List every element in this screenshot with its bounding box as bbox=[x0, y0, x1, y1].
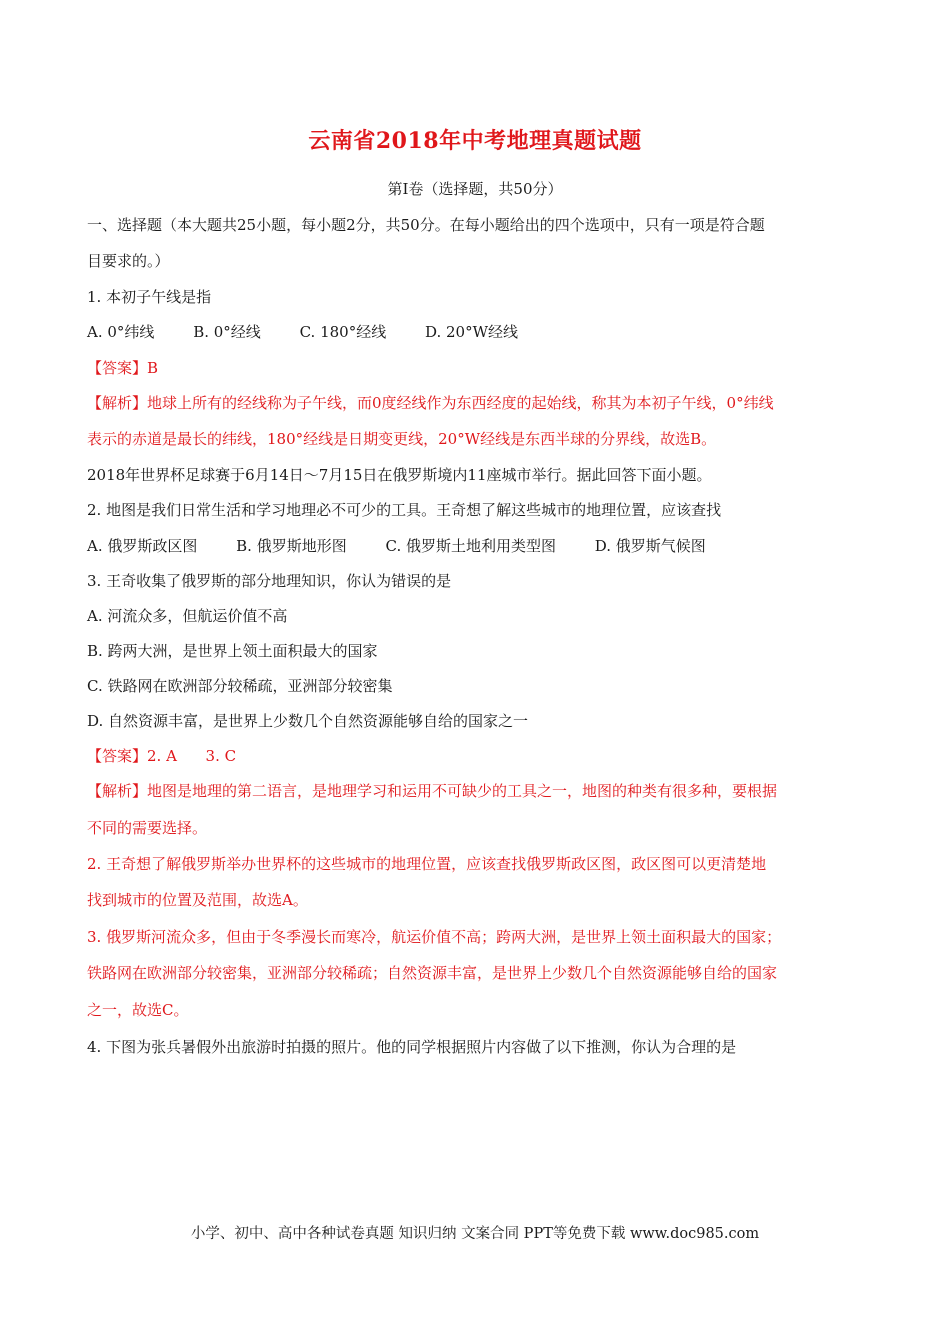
analysis-2-3-line4: 找到城市的位置及范围，故选A。 bbox=[87, 891, 308, 909]
question-1-option-a: A. 0°纬线 bbox=[87, 323, 155, 341]
question-2-options bbox=[87, 535, 877, 557]
analysis-2-3-line2: 不同的需要选择。 bbox=[87, 819, 208, 837]
question-1-analysis-line2: 表示的赤道是最长的纬线，180°经线是日期变更线，20°W经线是东西半球的分界线，故选B。 bbox=[87, 430, 717, 448]
document-title: 云南省2018年中考地理真题试题 bbox=[308, 128, 642, 154]
question-2-option-d: D. 俄罗斯气候图 bbox=[594, 537, 706, 555]
answers-2-3: 【答案】2. A 3. C bbox=[87, 747, 237, 765]
question-2-option-b: B. 俄罗斯地形图 bbox=[236, 537, 347, 555]
question-1-options bbox=[87, 321, 877, 343]
analysis-2-3-line6: 铁路网在欧洲部分较密集，亚洲部分较稀疏；自然资源丰富，是世界上少数几个自然资源能够自给的国家 bbox=[87, 964, 778, 982]
analysis-2-3-line3: 2. 王奇想了解俄罗斯举办世界杯的这些城市的地理位置，应该查找俄罗斯政区图，政区图可以更清楚地 bbox=[87, 855, 767, 873]
question-3-option-c: C. 铁路网在欧洲部分较稀疏，亚洲部分较密集 bbox=[87, 677, 393, 695]
question-3-option-a: A. 河流众多，但航运价值不高 bbox=[87, 607, 288, 625]
question-1-option-b: B. 0°经线 bbox=[193, 323, 261, 341]
question-3-option-d: D. 自然资源丰富，是世界上少数几个自然资源能够自给的国家之一 bbox=[87, 712, 529, 730]
question-1-option-c: C. 180°经线 bbox=[299, 323, 387, 341]
question-1-answer: 【答案】B bbox=[87, 359, 159, 377]
analysis-2-3-line1: 【解析】地图是地理的第二语言，是地理学习和运用不可缺少的工具之一，地图的种类有很多种，要根据 bbox=[87, 782, 778, 800]
question-2-stem: 2. 地图是我们日常生活和学习地理必不可少的工具。王奇想了解这些城市的地理位置，应该查找 bbox=[87, 501, 722, 519]
page-footer: 小学、初中、高中各种试卷真题 知识归纳 文案合同 PPT等免费下载 www.doc985.com bbox=[190, 1226, 760, 1242]
question-3-stem: 3. 王奇收集了俄罗斯的部分地理知识，你认为错误的是 bbox=[87, 572, 452, 590]
question-2-option-a: A. 俄罗斯政区图 bbox=[87, 537, 198, 555]
question-3-option-b: B. 跨两大洲，是世界上领土面积最大的国家 bbox=[87, 642, 378, 660]
question-1-option-d: D. 20°W经线 bbox=[424, 323, 519, 341]
context-paragraph: 2018年世界杯足球赛于6月14日～7月15日在俄罗斯境内11座城市举行。据此回答下面小题。 bbox=[87, 466, 712, 484]
question-4-stem: 4. 下图为张兵暑假外出旅游时拍摄的照片。他的同学根据照片内容做了以下推测，你认为合理的是 bbox=[87, 1038, 737, 1056]
section-intro-line1: 一、选择题（本大题共25小题，每小题2分，共50分。在每小题给出的四个选项中，只有一项是符合题 bbox=[87, 216, 765, 234]
analysis-2-3-line5: 3. 俄罗斯河流众多，但由于冬季漫长而寒冷，航运价值不高；跨两大洲，是世界上领土面积最大的国家； bbox=[87, 928, 782, 946]
question-2-option-c: C. 俄罗斯土地利用类型图 bbox=[385, 537, 556, 555]
question-1-analysis-line1: 【解析】地球上所有的经线称为子午线，而0度经线作为东西经度的起始线，称其为本初子午线，0°纬线 bbox=[87, 394, 774, 412]
section-subtitle: 第Ⅰ卷（选择题，共50分） bbox=[387, 180, 563, 198]
question-1-stem: 1. 本初子午线是指 bbox=[87, 288, 212, 306]
analysis-2-3-line7: 之一，故选C。 bbox=[87, 1001, 189, 1019]
section-intro-line2: 目要求的。） bbox=[87, 252, 170, 270]
